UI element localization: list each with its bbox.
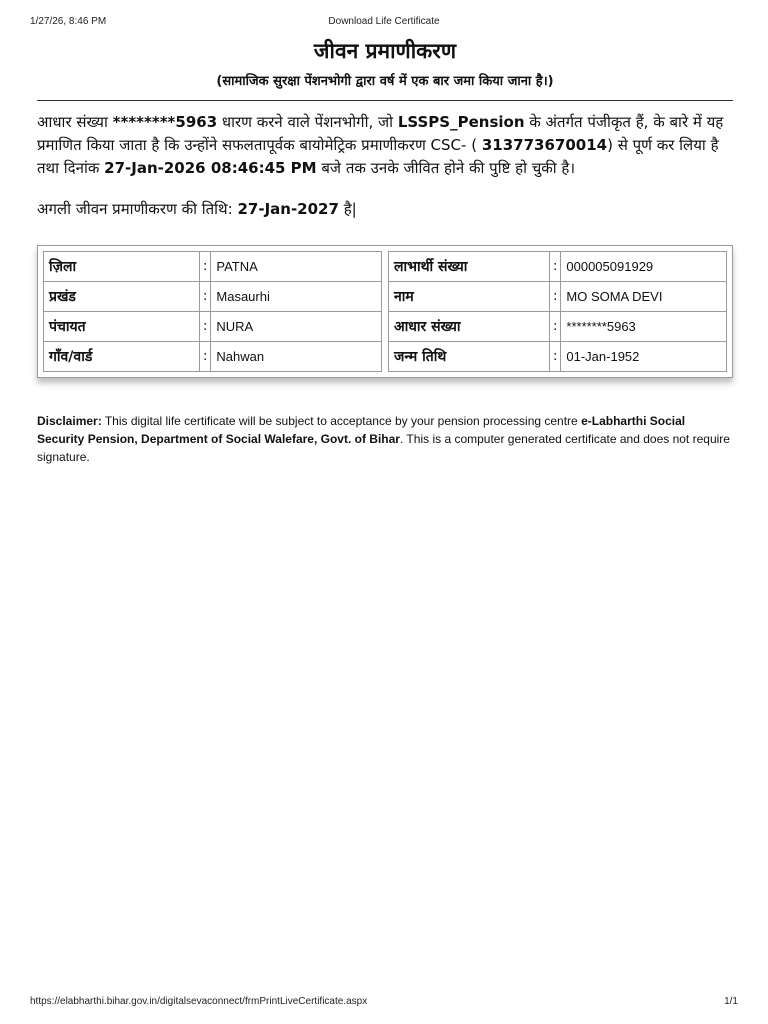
disclaimer [37, 412, 733, 466]
statement-auth-datetime: 27-Jan-2026 08:46:45 PM [104, 159, 317, 177]
next-date-value: 27-Jan-2027 [237, 200, 339, 218]
separator: : [200, 252, 211, 282]
beneficiary-details [37, 245, 733, 378]
district-label: ज़िला [44, 252, 200, 282]
separator: : [200, 312, 211, 342]
dob-value: 01-Jan-1952 [566, 349, 640, 364]
separator: : [200, 282, 211, 312]
statement-aadhaar: ********5963 [112, 113, 218, 131]
print-page-number: 1/1 [724, 996, 738, 1007]
beneficiary-id-label: लाभार्थी संख्या [389, 252, 550, 282]
table-row [389, 252, 726, 282]
table-row [389, 282, 726, 312]
district-value: PATNA [211, 252, 381, 282]
disclaimer-text-1: This digital life certificate will be subject to acceptance by your pension processing centre [101, 414, 582, 428]
certificate [37, 36, 733, 466]
separator: : [550, 342, 561, 371]
village-label: गाँव/वार्ड [44, 342, 200, 371]
statement-text-2: धारण करने वाले पेंशनभोगी, जो [217, 113, 398, 131]
print-page-title: Download Life Certificate [328, 16, 440, 27]
aadhaar-label: आधार संख्या [389, 312, 550, 342]
table-row [44, 252, 381, 282]
panchayat-label: पंचायत [44, 312, 200, 342]
table-row [44, 312, 381, 342]
block-label: प्रखंड [44, 282, 200, 312]
disclaimer-label: Disclaimer: [37, 414, 102, 428]
separator: : [550, 252, 561, 282]
name-label: नाम [389, 282, 550, 312]
statement-text-3: के अंतर्गत पंजीकृत हैं, के बारे में यह प्रमाणित किया जाता है कि उन्होंने सफलतापूर्वक बायोमेट्रिक प्रमाणीकरण CSC- ( [37, 113, 724, 154]
separator: : [550, 282, 561, 312]
certificate-title: जीवन प्रमाणीकरण [313, 39, 457, 63]
village-value: Nahwan [216, 349, 265, 364]
print-datetime: 1/27/26, 8:46 PM [30, 16, 107, 27]
print-header [30, 16, 738, 30]
table-row [389, 342, 726, 371]
statement-scheme: LSSPS_Pension [397, 113, 525, 131]
statement-text-5: बजे तक उनके जीवित होने की पुष्टि हो चुकी है। [316, 159, 576, 177]
name-value: MO SOMA DEVI [561, 282, 726, 312]
next-date-prefix: अगली जीवन प्रमाणीकरण की तिथि: [37, 200, 238, 218]
beneficiary-id-value: 000005091929 [561, 252, 726, 282]
next-certification-date [37, 198, 733, 221]
statement-csc-id: 313773670014 [481, 136, 608, 154]
table-row [389, 312, 726, 342]
certificate-subtitle: (सामाजिक सुरक्षा पेंशनभोगी द्वारा वर्ष में एक बार जमा किया जाना है।) [216, 74, 554, 89]
print-url: https://elabharthi.bihar.gov.in/digitalsevaconnect/frmPrintLiveCertificate.aspx [30, 996, 368, 1007]
statement-text-4: ) से पूर्ण कर लिया है तथा दिनांक [37, 136, 719, 177]
table-row [44, 282, 381, 312]
panchayat-value: NURA [211, 312, 381, 342]
print-footer [30, 996, 738, 1010]
dob-label: जन्म तिथि [389, 342, 550, 371]
table-row [44, 342, 381, 371]
statement-text-1: आधार संख्या [37, 113, 113, 131]
title-divider [37, 100, 733, 101]
aadhaar-value: ********5963 [561, 312, 726, 342]
separator: : [200, 342, 211, 371]
next-date-suffix: है| [338, 200, 357, 218]
location-details-table [43, 251, 382, 372]
certification-statement [37, 111, 733, 180]
block-value: Masaurhi [211, 282, 381, 312]
disclaimer-org: e-Labharthi Social Security Pension, Department of Social Walefare, Govt. of Bihar [37, 414, 686, 446]
separator: : [550, 312, 561, 342]
personal-details-table [388, 251, 727, 372]
disclaimer-text-2: . This is a computer generated certificate and does not require signature. [37, 432, 730, 464]
